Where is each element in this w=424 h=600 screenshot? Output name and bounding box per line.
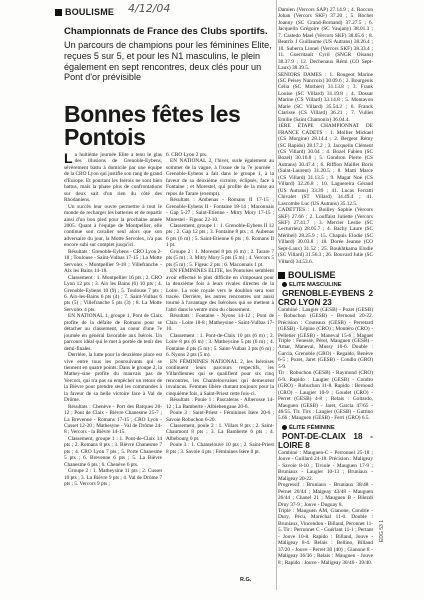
results-paragraph: CADETTES : 1. Boilley Sophie (Vercors SKF) 27.66 ; 2. Louffaist Juliette (Vercors SKF) 27.41.7 ; 3. Mercier Leslie (SC Lecturrieu) 28.05.7 ; 4. Bachy Laure (SC Méribel) 28.25.9 ; 15. Chapuis Elodie (SC Villard) 30.03.8 ; 18. Dorée Jeanne (CO Sept-Laux) 31.52 ; 25. Boukhtkama Elodie (SC Villard) 31.56.3 ; 26. Bouvard Julie (SC Villard) 34.53.6. xyxy=(278,207,373,265)
article-paragraph: Résultats : Fontaine - Nyons 14-12 ; Pont de Claix - Loire 18-8 ; Matheysine - Saint-Vulbas 17-10. xyxy=(166,313,274,333)
article-paragraph: EN FÉMININES NATIONAL 2, les Iséroises continuent leurs parcours respectifs, les Villardiennes qui se qualifient pour six cinq rencontres, les Chantelouvaises qui demeurent invaincus. Femmes libère chutant toujours pour la cinquième fois, à Saint-Priest cette fois-ci. xyxy=(166,358,274,397)
article-paragraph: La huitième journée Elite a tenu le glas des illusions de Grenoble-Eybens, sévèrement battu à domicile par une équipe de la CRO Lyon qui justifie son rang de grand d'Europe. Et pourtant les Isérois ne sont bien battus, mais la phase plus de confrontations sur deux sait d'un rien du côté des Rhodaniens. xyxy=(64,152,162,204)
article-paragraph: Groupe 2 : 1. Matheysine 11 pts ; 2. Cusset 10 pts ; 3. La Bièvre 9 pts ; 4. Val de Drôme 7 pts ; 5. Vercors 9 pts ; xyxy=(64,468,162,488)
article-paragraph: Poule 3 : Saint-Priest - Féminines Isère 20-6 ; Savoie Robuchon 6-20. xyxy=(166,410,274,423)
results-section-label: BOULISME xyxy=(288,270,336,280)
results-paragraph: 1ÈRE ÉTAPE CHAMPIONNAT DE FRANCE CADETS : 1. Mollier Mickael (CS Morgine) 28.14.4 ; 2. Bergeot Rémy (SC Rapido) 28.17.2 ; 3. Jacquelin Clément (CS Villard) 30.04 ; 4. Bozel Fabien (SC Bozel) 30.16.8 ; 5. Gondron Pierre (CS Autrans) 30.47.4 ; 6. Rifflon Maillet Boris (Saint-Laurent) 31.20.5 ; 8. Matti Marce (CS Villard) 31.13.5 ; 9. Magat Noé (CS Villard) 32.26.8 ; 10. Laguereira Géraud (US Autrans) 33.39 ; 41. Lucas Ferratti Chivalet (ST Villard) 34.49.4 ; 41. Lascombe Luc (US Autrans) 35.12.5. xyxy=(278,123,373,207)
article-title: Bonnes fêtes les Pontois xyxy=(64,101,241,150)
article-column-2 xyxy=(166,152,274,582)
article-paragraph: 6. CRO Lyon 2 pts. xyxy=(166,152,208,158)
results-paragraph: Damien (Vercors SAP) 27.14.9 ; 4. Roccon Johan (Vercors SKF) 37.20 ; 5. Rochet Joanny (SC Grand-Bornand) 37.27.5 ; 6. Jacquelin Grégoire (SC Vaujany) 38.01.3 ; 7. Castedo Mael (Vercors SKF) 38.05.6 ; 8. Beatrix J Guillaume (US Autrans) 38.26.4 ; 10. Suberra Lionel (Vercors SKF) 38.33.4 ; 11. Guerritault Cyril (SNGR Oisans) 38.37.9 ; 12. Dechenaux Rémi (CO Sept-Laux) 38.39.5. xyxy=(278,7,373,72)
results-paragraph: SENIORS DAMES : 1. Rougeot Marine (SC Peisey Nancroix) 30.09.6 ; 2. Bourgeois Célia (SC Morbier) 31.13.8 ; 3. Frank Louise (SC Villard) 31.19.8 ; 4. Dossar Marine (CS Villard) 33.14.8 ; 5. Montavon Marie (SC Villard) 35.54.2 ; 6. Franck Clarisse (CS Villard) 36.21 ; 7. Vulliet Emilie (Saint Chamonix) 36.04.4. xyxy=(278,71,373,123)
section-square-icon xyxy=(278,272,285,279)
article-column-1 xyxy=(64,152,162,582)
block-text: Tir : Robuchon (GESB) - Raymond (CRO) 6-9. Rapido : Laugier (GESB) - Condro (GRO) - Robuchon 11-8. Rapido : Bernoud (CRO) - Laugier 10-9 ; Goudet (CRO) - Perret (GESB) 4-8 ; Relais : Goltardo, Mauguen (GESB) - Jaret, Garcia 47/65 - 46/55. Tir. Tirs : Laugier (GESB) - Guttino 5.66 ; Mauguen (GESB) - Ferri (GRO) 6.5. xyxy=(278,370,373,422)
results-column-bottom xyxy=(278,338,373,582)
dropcap: L xyxy=(64,152,73,166)
article-headline: Championnats de France des Clubs sportifs. xyxy=(64,26,268,37)
block-text: Triple : Mauguen AM, Gianone, Condrie - Dury, Pécu, Maréchal 11-0. Double : Bruniaux, Vincendon - Billaud, Peronnet 11-5. Tir : Perronnet C - Guérlant 11-1 ; Pertant - Jouve 10-8. Rapido : Billand, Jouve - Maligeay 8-4. Relais : Bellino, Billaud 37/20 - Jouve - Perret 30 (40) ; Gianone 8 - Maligeay 36/36 ; Relais : Mauguen - Jouve 8 ; Rapido : Jouve - Maligeay 30/40 - 39/40. xyxy=(278,508,373,566)
section-square-icon xyxy=(55,9,62,16)
article-paragraph: Classement, groupe 1 : 1. Pont-de-Claix 14 pts ; 2. Romans 8 pts ; 3. Bièvre Chanesme 7 pts ; 4. CRO Lyon 7 pts ; 5. Porte Chanesme 5 pts ; 6. Brevenne 6 pts ; 5. La Bièvre Chanesme 6 pts ; 6. Chenève 6 pts. xyxy=(64,435,162,468)
block-text: Triple : Fenesse, Pérel, Mauguen (GESB) - Amar, Maneval, Mussy 10-6. Double : Garcia, Grenoble (GRO) - Regaldo, Benève 6-5 ; Pozet, Jaret (GESB) - Condlo (GRO) 5-9. xyxy=(278,338,373,370)
section-label: BOULISME xyxy=(65,7,115,17)
article-paragraph: Un succès leur ouvre permettre à tout le monde de recharger les batteries et de repartir ainsi d'un bon pied pour la prochaine année 2005. Quant à l'équipe de Montpellier, elle continue son cavalier seul alors que son adversaire du jour, la Motte Servolex, n'a pas encore subi sur complet jusqu'ici. xyxy=(64,203,162,249)
article-paragraph: Poule 3 : 1. Chantelouve 10 pts ; 2. Saint-Priest 8 pts ; 3. Savoie 4 pts ; Féminines Isère 0 pt. xyxy=(166,442,274,455)
article-paragraph: EN FÉMININES ELITE, les Pontoises semblent avoir effectué le plus difficile en s'imposant pour la deuxième fois à leurs rivales directes de la Loire. La voie royale vers le doublon sera tout tracée. Derrière, les autres rencontres ont aussi tourné à l'avantage des Iséroises qui se mettent à l'abri dans le ventre mou du classement. xyxy=(166,268,274,313)
article-paragraph: Classement : 1. Montpellier 16 pts ; 2. CRO Lyon 12 pts ; 3. Aix les Bains (6) 10 pts ; 4. Grenoble-Eybens 10 (9) ; 5. Toulouse 7 pts ; 6. Aix-les-Bains 6 pts (4) ; 7. Saint-Vulbas 6 pts (5) ; Villefranche 5 pts (3) ; 8. La Motte Servolex 4 pts. xyxy=(64,274,162,313)
article-author: R.G. xyxy=(240,577,252,583)
section-tag xyxy=(55,6,114,18)
archive-code: EDG 53 1 xyxy=(379,520,385,542)
handwritten-date: 4/12/04 xyxy=(128,2,171,15)
block-text: Combiné : Mauguen-C - Perronnel 25-18 ; Jouve - Guillard 24-18. Précision : Maligeay - Savoie 8-10 ; Tiviole - Mauguen 17-9 ; Bruniaux - Laugier 10-13 ; Bruniaux - Maligeay 20-22. xyxy=(278,449,373,482)
article-paragraph: Résultats : Grenoble-Eybens - CRO Lyon 2-18 ; Toulouse - Saint-Vulbas 17-15 ; La Motte Servolex - Montpellier 9-18 ; Villefranche - Aix les Bains 14-18. xyxy=(64,248,162,275)
article-paragraph: Classement, groupe 1 : 1. Grenoble-Eybens II 12 pts ; 2. Gap 12 pts ; 3. Fontaine 8 pts ; 4. Aubenas 6 pts (6 m) ; 5. Saint-Etienne 6 pts ; 6. Romans II 1 pt. xyxy=(166,222,274,249)
block-text: Progressif : Bruniaux - Bruniaux 38/48 - Pernet 26/44 ; Maigeay 43/48 - Mauguen 26/44 ; Chanel 21 ; Mauguen B - Bilezdi Druy 37-9 ; Jouve - Duguay 8. xyxy=(278,482,373,508)
article-paragraph: Classement : 1. Pont-de-Claix 10 pts (6 m) ; 2. Loire 8 pts (6 m) ; 3. Matheysine 5 pts (6 m) ; 4. Fontaine 4 pts (5 m) ; 5. Saint-Vulbas 3 pts (6 m) ; 6. Nyons 2 pts (5 m). xyxy=(166,332,274,359)
article-paragraph: Résultats : Poule 1 : Pascaleras - Alberosse 14-12 ; La Bamberte - Albiebengaue 20-6. xyxy=(166,397,274,410)
article-paragraph: Derrière, la lutte pour la deuxième place est vive entre tous les poursuivants qui se tiennent en quatre points. Dans le groupe 2, la Mathey-sine profite du mauvais pas de Vercors, qui n'a pas su empêcher un retour de la Bièvre pour prendre seul les commandes à la faveur de sa belle victoire face à Val de Drôme. xyxy=(64,352,162,404)
article-paragraph: EN NATIONAL 2, l'hiver, surle également au sommet de la vague, à l'issue de la 7e journée : Grenoble-Eybens a fait dans le groupe 1, à la faveur de sa deuxième victoire, éclipsés, face à Fontaine ; et Morestel, qui profite de la mise au repos de Tarare (exempt). xyxy=(166,158,274,197)
block-title: PONT-DE-CLAIX 18 - LOIRE 8 xyxy=(278,431,373,450)
article-paragraph: Résultats : Chenève - Port des Barques 20-12 ; Pont de Claix - Bièvre Chanesme 25-7 ; La Brevenne - Romans 17-15 ; CRO Lyon - Cusset 12-20 ; Mathesyne - Val de Drôme 24-8 ; Vercors - la Bièvre 14-15. xyxy=(64,403,162,436)
block-kicker: ÉLITE FÉMININE xyxy=(278,425,373,432)
article-paragraph: EN NATIONAL 1, groupe 1, Pont de Claix profite de la défaite de Romans pour se détacher au classement, au coeur d'une 7e journée en général favorable aux Isérois. Un parcours idéal qui le met à portée de tenir des demi-finales. xyxy=(64,313,162,352)
results-column-top xyxy=(278,7,373,269)
article-paragraph: Résultats : Ambenas - Romans II 17-15 ; Grenoble-Eybens II - Fontaine 18-14 ; Maconnais - Gap 5-27 ; Saint-Etienne - Mitry Mory 17-15 ; Morestel - Figeac 22-10. xyxy=(166,197,274,223)
bullet-icon xyxy=(282,425,287,430)
block-title: GRENOBLE-EYBENS 2 CRO LYON 23 xyxy=(278,289,373,308)
bullet-icon xyxy=(282,282,287,287)
column-divider xyxy=(276,0,277,590)
article-paragraph: Classement, poule 2 : 1. Villars 8 pts ; 2. Saint-Chaumont 8 pts ; 3. La Bamberte 6 pts ; 4. Albebourg 0 pt. xyxy=(166,423,274,442)
block-kicker: ÉLITE MASCULINE xyxy=(278,282,373,289)
article-paragraph: Groupe 2 : 1. Morestel 8 pts (6 m) ; 2. Tarare 7 pts (5 m) ; 3. Mitry Mory 5 pts (5 m) ; 4. Vercors 5 pts (5 m) ; 5. Figeac 2 pts ; 6. Maconnais 1 pt. xyxy=(166,248,274,268)
results-block-1-header xyxy=(278,282,373,338)
article-deck: Un parcours de champions pour les féminines Elite, reçues 5 sur 5, et pour les N1 masculins, le plein également en sept rencontres, deux clés pour un Pont d'or prévisible xyxy=(64,40,272,83)
block-text: Combiné : Laugier (GESB) - Pozet (GESB) - Robuchon (GESB) - Bernoud 20-22. Précision : Couteaux (GESB) - Perretard (GESB) - Lépine (CRO) ; Montéro (CRO) - Pelletier (GESB) - Maneval 15-6 ; Maguet xyxy=(278,307,373,338)
results-section-tag xyxy=(278,270,336,280)
